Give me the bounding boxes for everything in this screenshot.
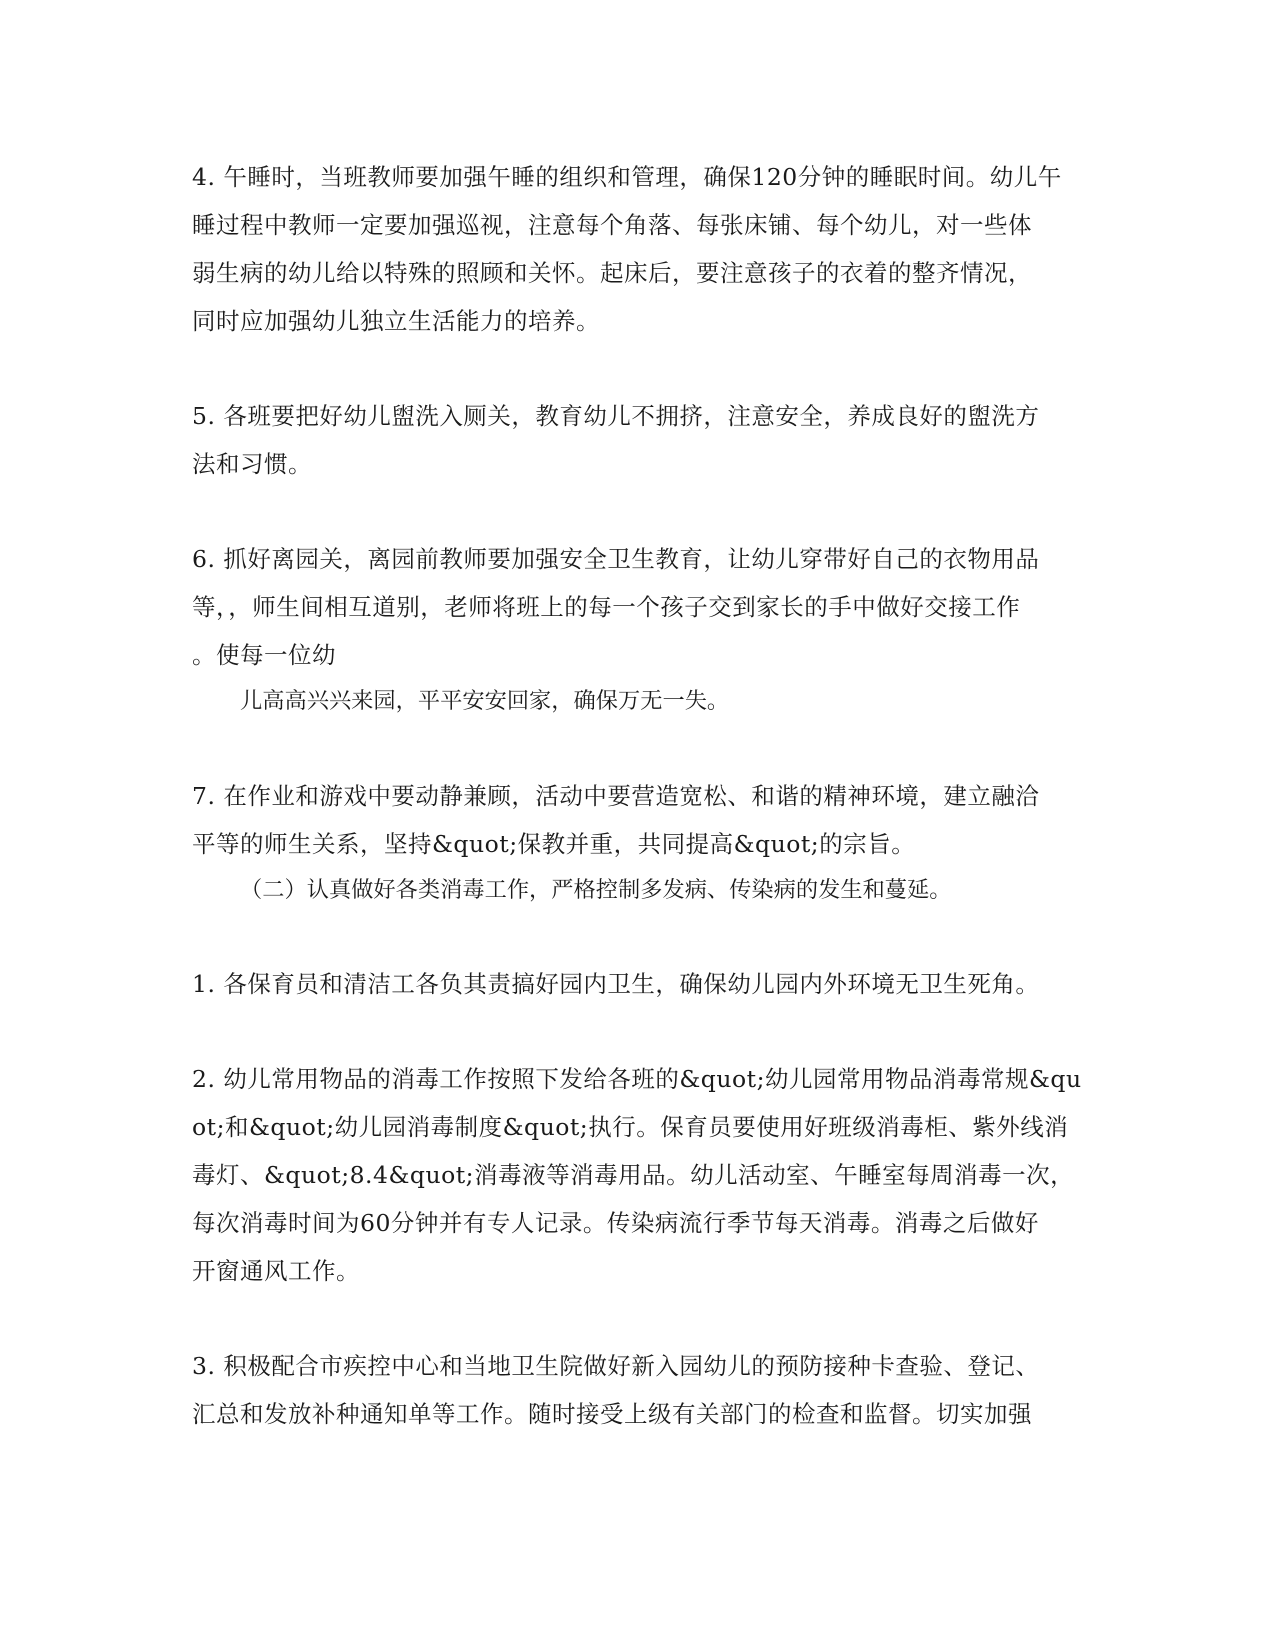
text-line: 6. 抓好离园关，离园前教师要加强安全卫生教育，让幼儿穿带好自己的衣物用品	[192, 545, 1040, 573]
text-line: 同时应加强幼儿独立生活能力的培养。	[192, 307, 600, 335]
text-line: 3. 积极配合市疾控中心和当地卫生院做好新入园幼儿的预防接种卡查验、登记、	[192, 1352, 1040, 1380]
text-line: 每次消毒时间为60分钟并有专人记录。传染病流行季节每天消毒。消毒之后做好	[192, 1209, 1039, 1237]
text-line: 法和习惯。	[192, 450, 312, 478]
text-line: 平等的师生关系，坚持&quot;保教并重，共同提高&quot;的宗旨。	[192, 830, 916, 858]
text-line: 弱生病的幼儿给以特殊的照顾和关怀。起床后，要注意孩子的衣着的整齐情况，	[192, 259, 1032, 287]
text-line: 汇总和发放补种通知单等工作。随时接受上级有关部门的检查和监督。切实加强	[192, 1400, 1032, 1428]
text-line: 儿高高兴兴来园，平平安安回家，确保万无一失。	[240, 688, 730, 714]
section-heading: （二）认真做好各类消毒工作，严格控制多发病、传染病的发生和蔓延。	[240, 877, 952, 903]
text-line: 4. 午睡时，当班教师要加强午睡的组织和管理，确保120分钟的睡眠时间。幼儿午	[192, 163, 1062, 191]
text-line: 7. 在作业和游戏中要动静兼顾，活动中要营造宽松、和谐的精神环境，建立融洽	[192, 782, 1040, 810]
text-line: ot;和&quot;幼儿园消毒制度&quot;执行。保育员要使用好班级消毒柜、紫外线消	[192, 1113, 1069, 1141]
text-line: 毒灯、&quot;8.4&quot;消毒液等消毒用品。幼儿活动室、午睡室每周消毒一次，	[192, 1161, 1075, 1189]
text-line: 睡过程中教师一定要加强巡视，注意每个角落、每张床铺、每个幼儿，对一些体	[192, 211, 1032, 239]
text-line: 1. 各保育员和清洁工各负其责搞好园内卫生，确保幼儿园内外环境无卫生死角。	[192, 970, 1040, 998]
text-line: 等，，师生间相互道别，老师将班上的每一个孩子交到家长的手中做好交接工作	[192, 593, 1021, 621]
text-line: 开窗通风工作。	[192, 1257, 360, 1285]
text-line: 5. 各班要把好幼儿盥洗入厕关，教育幼儿不拥挤，注意安全，养成良好的盥洗方	[192, 402, 1040, 430]
text-line: 2. 幼儿常用物品的消毒工作按照下发给各班的&quot;幼儿园常用物品消毒常规&qu	[192, 1065, 1082, 1093]
text-line: 。使每一位幼	[192, 641, 336, 669]
